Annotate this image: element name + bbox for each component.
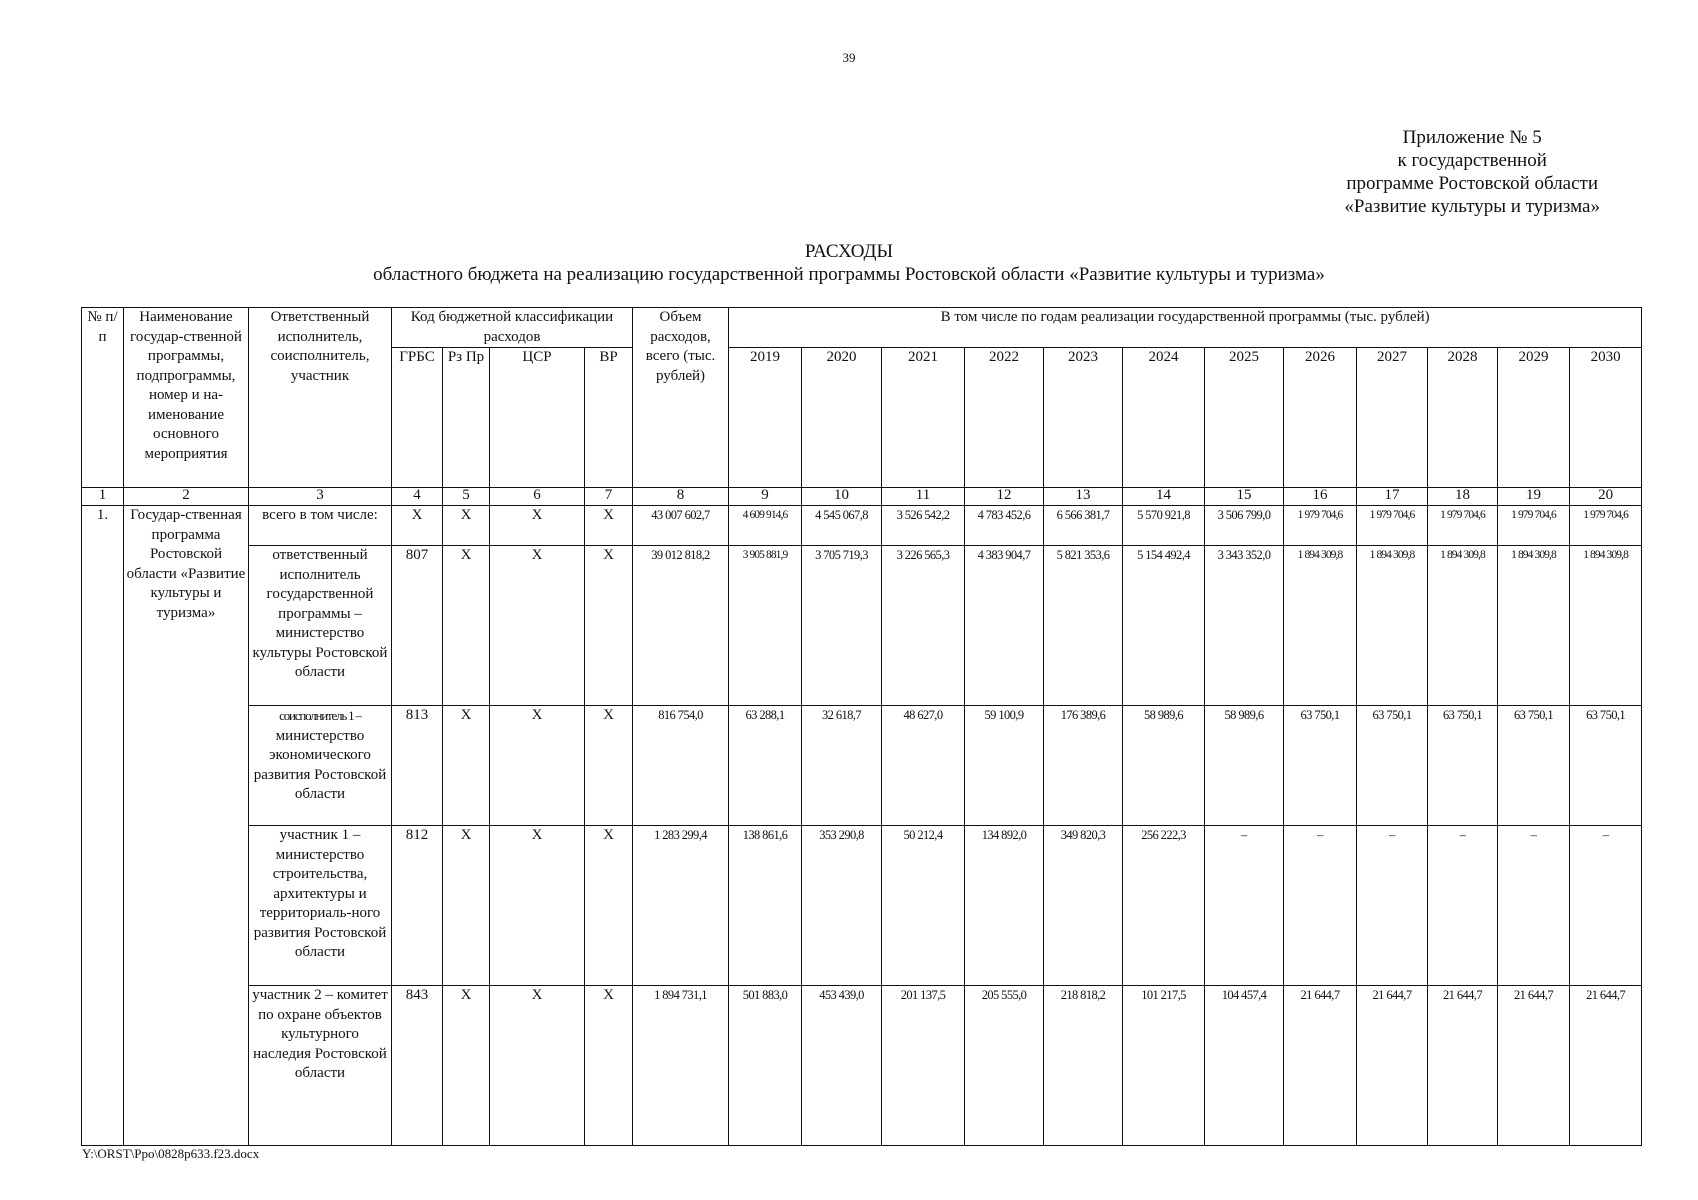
header-years-group: В том числе по годам реализации государственной программы (тыс. рублей) bbox=[729, 308, 1642, 348]
year-value-cell: 3 526 542,2 bbox=[882, 506, 965, 546]
table-row bbox=[82, 986, 1642, 1146]
year-value-cell: 1 894 309,8 bbox=[1498, 546, 1570, 706]
year-value-cell: 63 750,1 bbox=[1570, 706, 1642, 826]
vr-cell: Х bbox=[585, 986, 633, 1146]
column-number: 8 bbox=[633, 488, 729, 506]
year-value-cell: 21 644,7 bbox=[1284, 986, 1357, 1146]
grbs-cell: 812 bbox=[392, 826, 443, 986]
appendix-line: «Развитие культуры и туризма» bbox=[1344, 196, 1600, 217]
grbs-cell: Х bbox=[392, 506, 443, 546]
year-value-cell: 3 506 799,0 bbox=[1205, 506, 1284, 546]
column-number: 4 bbox=[392, 488, 443, 506]
grbs-cell: 813 bbox=[392, 706, 443, 826]
vr-cell: Х bbox=[585, 826, 633, 986]
appendix-line: Приложение № 5 bbox=[1402, 127, 1542, 148]
year-value-cell: 3 705 719,3 bbox=[802, 546, 882, 706]
year-value-cell: 4 383 904,7 bbox=[965, 546, 1044, 706]
header-year: 2024 bbox=[1123, 348, 1205, 488]
header-year: 2026 bbox=[1284, 348, 1357, 488]
header-year: 2020 bbox=[802, 348, 882, 488]
year-value-cell: 3 226 565,3 bbox=[882, 546, 965, 706]
grbs-cell: 843 bbox=[392, 986, 443, 1146]
year-value-cell: 4 783 452,6 bbox=[965, 506, 1044, 546]
column-number-row bbox=[82, 488, 1642, 506]
csr-cell: Х bbox=[490, 546, 585, 706]
grbs-cell: 807 bbox=[392, 546, 443, 706]
header-year: 2025 bbox=[1205, 348, 1284, 488]
year-value-cell: 5 154 492,4 bbox=[1123, 546, 1205, 706]
program-number: 1. bbox=[82, 506, 124, 1146]
header-year: 2019 bbox=[729, 348, 802, 488]
executor-lead: соисполнитель 1 – bbox=[279, 708, 361, 723]
appendix-line: к государственной bbox=[1397, 150, 1547, 171]
year-value-cell: 63 750,1 bbox=[1284, 706, 1357, 826]
rzpr-cell: Х bbox=[443, 546, 490, 706]
csr-cell: Х bbox=[490, 706, 585, 826]
year-value-cell: 48 627,0 bbox=[882, 706, 965, 826]
year-value-cell: 21 644,7 bbox=[1428, 986, 1498, 1146]
document-title bbox=[0, 240, 1698, 286]
column-number: 20 bbox=[1570, 488, 1642, 506]
header-year: 2028 bbox=[1428, 348, 1498, 488]
year-value-cell: 501 883,0 bbox=[729, 986, 802, 1146]
year-value-cell: 176 389,6 bbox=[1044, 706, 1123, 826]
year-value-cell: 58 989,6 bbox=[1205, 706, 1284, 826]
column-number: 12 bbox=[965, 488, 1044, 506]
vr-cell: Х bbox=[585, 506, 633, 546]
vr-cell: Х bbox=[585, 546, 633, 706]
column-number: 10 bbox=[802, 488, 882, 506]
header-year: 2023 bbox=[1044, 348, 1123, 488]
expenses-table bbox=[81, 307, 1642, 1146]
year-value-cell: 5 570 921,8 bbox=[1123, 506, 1205, 546]
program-name: Государ-ственная программа Ростовской области «Развитие культуры и туризма» bbox=[124, 506, 249, 1146]
year-value-cell: 256 222,3 bbox=[1123, 826, 1205, 986]
executor-cell bbox=[249, 706, 392, 826]
column-number: 6 bbox=[490, 488, 585, 506]
total-cell: 1 894 731,1 bbox=[633, 986, 729, 1146]
year-value-cell: 5 821 353,6 bbox=[1044, 546, 1123, 706]
csr-cell: Х bbox=[490, 986, 585, 1146]
column-number: 19 bbox=[1498, 488, 1570, 506]
executor-text: министерство экономического развития Ростовской области bbox=[253, 727, 387, 802]
column-number: 18 bbox=[1428, 488, 1498, 506]
column-number: 11 bbox=[882, 488, 965, 506]
year-value-cell: 3 343 352,0 bbox=[1205, 546, 1284, 706]
year-value-cell: 1 894 309,8 bbox=[1428, 546, 1498, 706]
column-number: 7 bbox=[585, 488, 633, 506]
header-vr: ВР bbox=[585, 348, 633, 488]
table-row bbox=[82, 506, 1642, 546]
title-sub: областного бюджета на реализацию государственной программы Ростовской области «Развитие культуры и туризма» bbox=[373, 264, 1325, 285]
year-value-cell: 63 750,1 bbox=[1428, 706, 1498, 826]
year-value-cell: – bbox=[1498, 826, 1570, 986]
appendix-block bbox=[1344, 126, 1600, 218]
header-year: 2022 bbox=[965, 348, 1044, 488]
year-value-cell: 6 566 381,7 bbox=[1044, 506, 1123, 546]
column-number: 15 bbox=[1205, 488, 1284, 506]
year-value-cell: 58 989,6 bbox=[1123, 706, 1205, 826]
table-row bbox=[82, 826, 1642, 986]
year-value-cell: 4 609 914,6 bbox=[729, 506, 802, 546]
year-value-cell: 353 290,8 bbox=[802, 826, 882, 986]
header-volume: Объем расходов, всего (тыс. рублей) bbox=[633, 308, 729, 488]
year-value-cell: 138 861,6 bbox=[729, 826, 802, 986]
csr-cell: Х bbox=[490, 506, 585, 546]
total-cell: 1 283 299,4 bbox=[633, 826, 729, 986]
total-cell: 39 012 818,2 bbox=[633, 546, 729, 706]
year-value-cell: 205 555,0 bbox=[965, 986, 1044, 1146]
year-value-cell: 63 750,1 bbox=[1498, 706, 1570, 826]
year-value-cell: 453 439,0 bbox=[802, 986, 882, 1146]
year-value-cell: 21 644,7 bbox=[1498, 986, 1570, 1146]
header-year: 2021 bbox=[882, 348, 965, 488]
column-number: 14 bbox=[1123, 488, 1205, 506]
year-value-cell: 1 979 704,6 bbox=[1284, 506, 1357, 546]
header-grbs: ГРБС bbox=[392, 348, 443, 488]
title-main: РАСХОДЫ bbox=[804, 241, 894, 262]
header-csr: ЦСР bbox=[490, 348, 585, 488]
year-value-cell: 104 457,4 bbox=[1205, 986, 1284, 1146]
table-row bbox=[82, 546, 1642, 706]
year-value-cell: 4 545 067,8 bbox=[802, 506, 882, 546]
year-value-cell: 21 644,7 bbox=[1570, 986, 1642, 1146]
year-value-cell: 1 979 704,6 bbox=[1570, 506, 1642, 546]
year-value-cell: – bbox=[1284, 826, 1357, 986]
year-value-cell: 349 820,3 bbox=[1044, 826, 1123, 986]
year-value-cell: – bbox=[1428, 826, 1498, 986]
column-number: 16 bbox=[1284, 488, 1357, 506]
year-value-cell: 3 905 881,9 bbox=[729, 546, 802, 706]
total-cell: 43 007 602,7 bbox=[633, 506, 729, 546]
page-number: 39 bbox=[842, 50, 856, 65]
header-year: 2027 bbox=[1357, 348, 1428, 488]
year-value-cell: 1 894 309,8 bbox=[1357, 546, 1428, 706]
column-number: 2 bbox=[124, 488, 249, 506]
header-year: 2029 bbox=[1498, 348, 1570, 488]
header-num: № п/п bbox=[82, 308, 124, 488]
header-code-group: Код бюджетной классификации расходов bbox=[392, 308, 633, 348]
header-executor: Ответственный исполнитель, соисполнитель, участник bbox=[249, 308, 392, 488]
year-value-cell: 50 212,4 bbox=[882, 826, 965, 986]
year-value-cell: 63 288,1 bbox=[729, 706, 802, 826]
year-value-cell: 59 100,9 bbox=[965, 706, 1044, 826]
csr-cell: Х bbox=[490, 826, 585, 986]
year-value-cell: 134 892,0 bbox=[965, 826, 1044, 986]
executor-cell: участник 1 – министерство строительства, архитектуры и территориаль-ного развития Ростовской области bbox=[249, 826, 392, 986]
column-number: 13 bbox=[1044, 488, 1123, 506]
header-year: 2030 bbox=[1570, 348, 1642, 488]
year-value-cell: – bbox=[1357, 826, 1428, 986]
column-number: 9 bbox=[729, 488, 802, 506]
year-value-cell: 1 979 704,6 bbox=[1357, 506, 1428, 546]
executor-cell: ответственный исполнитель государственной программы – министерство культуры Ростовской области bbox=[249, 546, 392, 706]
column-number: 17 bbox=[1357, 488, 1428, 506]
year-value-cell: 32 618,7 bbox=[802, 706, 882, 826]
header-rzpr: Рз Пр bbox=[443, 348, 490, 488]
year-value-cell: – bbox=[1570, 826, 1642, 986]
table-row bbox=[82, 706, 1642, 826]
year-value-cell: 218 818,2 bbox=[1044, 986, 1123, 1146]
year-value-cell: 21 644,7 bbox=[1357, 986, 1428, 1146]
rzpr-cell: Х bbox=[443, 706, 490, 826]
total-cell: 816 754,0 bbox=[633, 706, 729, 826]
year-value-cell: – bbox=[1205, 826, 1284, 986]
file-path-footer: Y:\ORST\Ppo\0828p633.f23.docx bbox=[82, 1146, 260, 1161]
year-value-cell: 1 894 309,8 bbox=[1570, 546, 1642, 706]
year-value-cell: 63 750,1 bbox=[1357, 706, 1428, 826]
executor-cell: всего в том числе: bbox=[249, 506, 392, 546]
header-row bbox=[82, 308, 1642, 348]
appendix-line: программе Ростовской области bbox=[1346, 173, 1599, 194]
rzpr-cell: Х bbox=[443, 506, 490, 546]
column-number: 1 bbox=[82, 488, 124, 506]
column-number: 3 bbox=[249, 488, 392, 506]
year-value-cell: 1 979 704,6 bbox=[1428, 506, 1498, 546]
year-value-cell: 1 894 309,8 bbox=[1284, 546, 1357, 706]
column-number: 5 bbox=[443, 488, 490, 506]
vr-cell: Х bbox=[585, 706, 633, 826]
year-value-cell: 101 217,5 bbox=[1123, 986, 1205, 1146]
header-name: Наименование государ-ственной программы, подпрограммы, номер и на-именование основного мероприятия bbox=[124, 308, 249, 488]
executor-cell: участник 2 – комитет по охране объектов культурного наследия Ростовской области bbox=[249, 986, 392, 1146]
year-value-cell: 201 137,5 bbox=[882, 986, 965, 1146]
rzpr-cell: Х bbox=[443, 986, 490, 1146]
year-value-cell: 1 979 704,6 bbox=[1498, 506, 1570, 546]
rzpr-cell: Х bbox=[443, 826, 490, 986]
